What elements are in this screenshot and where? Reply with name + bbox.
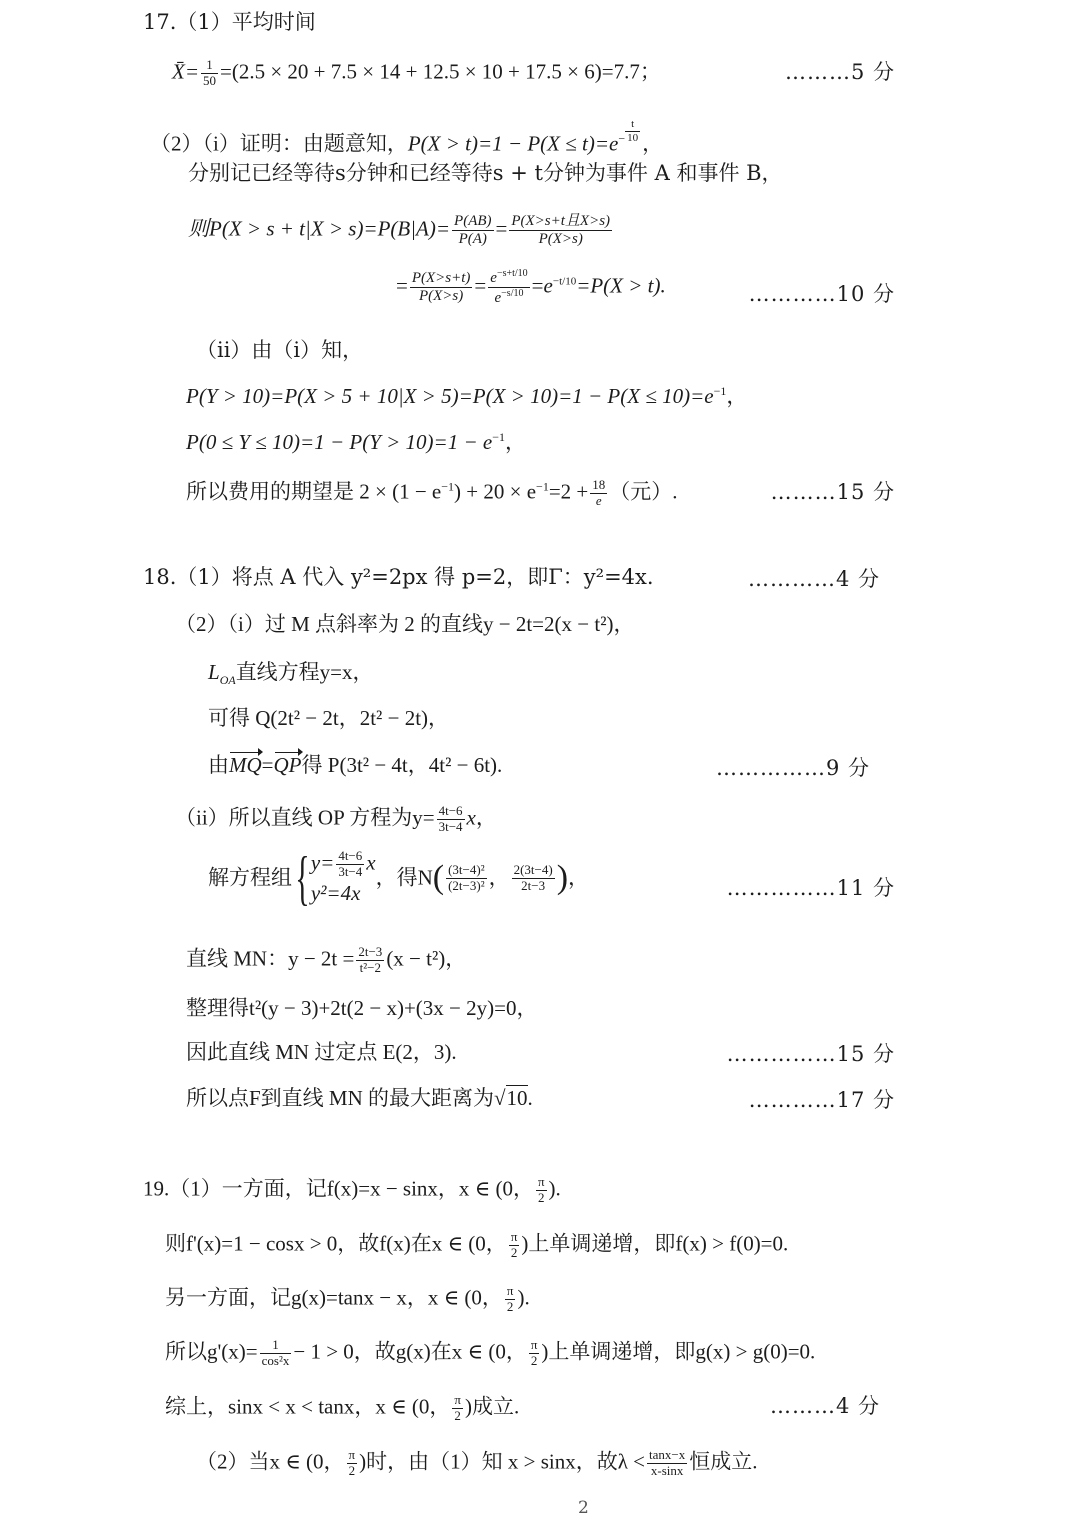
fraction-1-cos2x: $\frac{1}{\text{cos²x}}$ (261, 1337, 290, 1368)
q18-score-17: …………17 分 (748, 1088, 895, 1112)
q17-py-line1: $P(Y > 10)=P(X > 5 + 10|X > 5)=P(X > 10)=1 - P(X \le 10)=e^{-1}$， (186, 384, 748, 408)
fraction-pab-pa: $\frac{P(AB)}{P(A)}$ (454, 213, 492, 248)
fraction-pxst-pxs: $\frac{P(X>s+t)}{P(X>s)}$ (411, 270, 471, 305)
q18-point-q: 可得 Q(2t² − 2t，2t² − 2t)， (208, 706, 450, 730)
equation-system: y= $\frac{4t-6}{3t-4}$ x y²=4x (310, 847, 376, 905)
q18-simplified-line: 整理得t²(y − 3)+2t(2 − x)+(3x − 2y)=0， (186, 996, 538, 1020)
q18-loa-line: $L_{OA}$直线方程y=x， (208, 660, 374, 688)
q17-py-line2: $P(0 \le Y \le 10)=1 - P(Y > 10)=1 - e^{-1}$， (186, 430, 526, 454)
fraction-mn-slope: $\frac{2t-3}{\text{t²−2}}$ (358, 944, 383, 975)
q18-score-11: ……………11 分 (726, 876, 895, 900)
fraction-e-ratio: $\frac{e^{-s+t/10}}{e^{-s/10}}$ (490, 268, 528, 307)
q19-line1: 19.（1）一方面，记f(x)=x − sinx，x ∈ (0， $\frac{\pi}{2}$ ). (143, 1174, 561, 1205)
fraction-4t6-3t4: $\frac{4t-6}{3t-4}$ (438, 803, 463, 834)
q19-score-4: ………4 分 (769, 1394, 880, 1418)
q19-line6: （2）当x ∈ (0， $\frac{\pi}{2}$ )时，由（1）知 x > sinx，故λ < $\frac{\tan x-x}{x-\sin x}$ 恒成立. (196, 1447, 758, 1478)
q18-max-distance: 所以点F到直线 MN 的最大距离为√10. (186, 1086, 533, 1110)
q18-line-through-m: （2）（i）过 M 点斜率为 2 的直线y − 2t=2(x − t²)， (175, 612, 635, 636)
page-number: 2 (578, 1498, 589, 1518)
fraction-18-e: $\frac{18}{e}$ (592, 477, 606, 508)
fraction-tanx-x: $\frac{\tan x-x}{x-\sin x}$ (649, 1447, 686, 1478)
q17-part2-intro: （2）（i）证明：由题意知，P(X > t)=1 − P(X ≤ t)=e− $\frac{t}{10}$ ， (150, 118, 664, 156)
average-expression: =(2.5 × 20 + 7.5 × 14 + 12.5 × 10 + 17.5 × 6)=7.7； (220, 59, 661, 84)
vector-qp: QP (273, 753, 302, 777)
q17-score-10: …………10 分 (748, 282, 895, 306)
sqrt-10: 10 (506, 1086, 528, 1110)
system-brace: { (295, 845, 310, 911)
vector-mq: MQ (229, 753, 262, 777)
q18-part1: 18.（1）将点 A 代入 y²=2px 得 p=2，即Γ：y²=4x. (143, 565, 654, 589)
q18-point-p: 由MQ=QP得 P(3t² − 4t，4t² − 6t). (208, 753, 503, 777)
exp-t-10: $\frac{t}{10}$ (627, 118, 639, 144)
q17-score-15: ………15 分 (770, 480, 895, 504)
q19-line5: 综上，sinx < x < tanx，x ∈ (0， $\frac{\pi}{2}$ )成立. (165, 1392, 520, 1423)
q18-fixed-point: 因此直线 MN 过定点 E(2，3). (186, 1040, 457, 1064)
q19-line3: 另一方面，记g(x)=tanx − x，x ∈ (0， $\frac{\pi}{2}$ ). (165, 1283, 530, 1314)
q18-score-9: ……………9 分 (715, 756, 870, 780)
fraction-n-y: $\frac{2(3t-4)}{2t-3}$ (513, 861, 553, 893)
x-bar-label: X̄= (172, 59, 199, 84)
q18-score-4: …………4 分 (747, 567, 880, 591)
q18-score-15: ……………15 分 (726, 1042, 895, 1066)
q17-score-5: ………5 分 (784, 60, 895, 84)
q17-exponential-line: = $\frac{P(X>s+t)}{P(X>s)}$ = $\frac{e^{-s+t/10}}{e^{-s/10}}$ $=e^{-t/10}=P(X > t)$. (396, 268, 666, 307)
fraction-pxst-and: P(X>s+t且X>s) P(X>s) (511, 213, 611, 248)
q18-op-line: （ii）所以直线 OP 方程为y= $\frac{4t-6}{3t-4}$ x， (175, 803, 497, 834)
q17-events-line: 分别记已经等待s分钟和已经等待s + t分钟为事件 A 和事件 B， (188, 161, 783, 185)
q17-conditional-line: 则P(X > s + t|X > s)=P(B|A)= $\frac{P(AB)}{P(A)}$ = P(X>s+t且X>s) P(X>s) (188, 213, 611, 248)
q17-title: 17.（1）平均时间 (143, 10, 316, 34)
q19-line4: 所以g'(x)= $\frac{1}{\text{cos²x}}$ − 1 > 0，故g(x)在x ∈ (0， $\frac{\pi}{2}$ )上单调递增，即g(x) > g(0)=0. (165, 1337, 816, 1368)
q17-part-ii-intro: （ii）由（i）知， (196, 338, 364, 362)
q19-line2: 则f'(x)=1 − cosx > 0，故f(x)在x ∈ (0， $\frac{\pi}{2}$ )上单调递增，即f(x) > f(0)=0. (165, 1229, 789, 1260)
fraction-n-x: $\frac{\text{(3t−4)²}}{\text{(2t−3)²}}$ (448, 861, 485, 893)
q18-mn-line: 直线 MN：y − 2t = $\frac{2t-3}{\text{t²−2}}$ (x − t²)， (186, 944, 467, 975)
q17-expectation-line: 所以费用的期望是 $2 \times (1 - e^{-1}) + 20 \times e^{-1}=2$ + $\frac{18}{e}$ （元）. (186, 477, 678, 508)
fraction-1-50: $\frac{1}{50}$ (203, 57, 216, 88)
q17-average-formula (172, 58, 661, 89)
q18-system-line: 解方程组{ y= $\frac{4t-6}{3t-4}$ x y²=4x ，得N( $\frac{\text{(3t−4)²}}{\text{(2t−3)²}}$ ， $\frac{2(3t-4)}{2t-3}$ )， (208, 845, 590, 911)
